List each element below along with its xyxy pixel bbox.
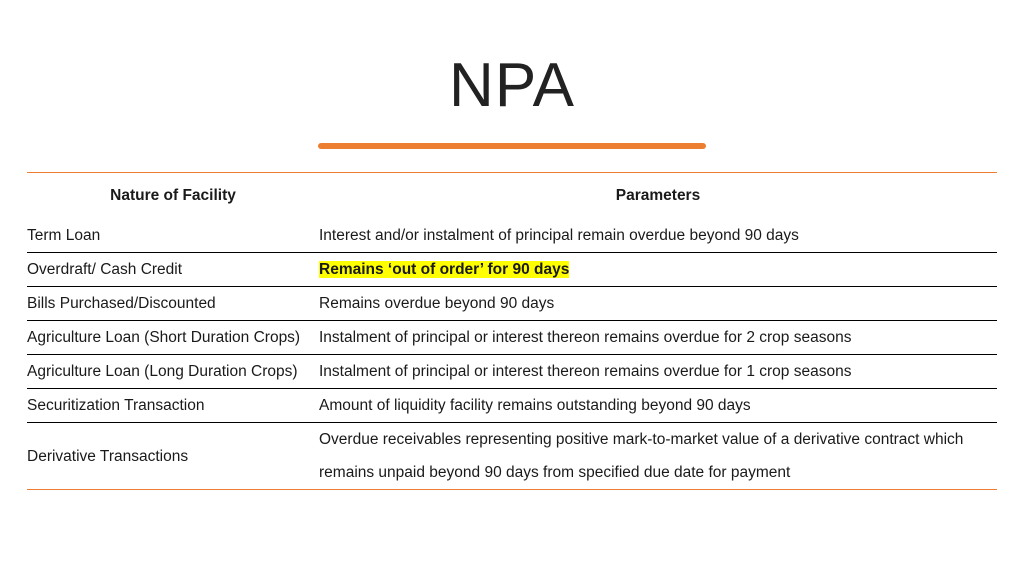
table-row bbox=[27, 253, 997, 287]
facility-cell: Derivative Transactions bbox=[27, 423, 319, 490]
facility-cell: Bills Purchased/Discounted bbox=[27, 287, 319, 321]
facility-cell: Term Loan bbox=[27, 219, 319, 253]
table-row bbox=[27, 321, 997, 355]
facility-cell: Agriculture Loan (Short Duration Crops) bbox=[27, 321, 319, 355]
parameter-cell: Amount of liquidity facility remains outstanding beyond 90 days bbox=[319, 389, 997, 423]
parameter-cell: Instalment of principal or interest thereon remains overdue for 1 crop seasons bbox=[319, 355, 997, 389]
table-row bbox=[27, 219, 997, 253]
highlighted-parameter: Remains ‘out of order’ for 90 days bbox=[319, 261, 570, 278]
slide-title: NPA bbox=[449, 51, 575, 120]
parameter-cell: Instalment of principal or interest thereon remains overdue for 2 crop seasons bbox=[319, 321, 997, 355]
header-nature-of-facility: Nature of Facility bbox=[110, 187, 236, 204]
facility-cell: Agriculture Loan (Long Duration Crops) bbox=[27, 355, 319, 389]
parameter-cell: Remains overdue beyond 90 days bbox=[319, 287, 997, 321]
npa-table-container bbox=[27, 172, 997, 490]
parameter-cell: Overdue receivables representing positive mark-to-market value of a derivative contract which remains unpaid beyond 90 days from specified due date for payment bbox=[319, 423, 997, 490]
table-row bbox=[27, 389, 997, 423]
npa-table bbox=[27, 172, 997, 490]
facility-cell: Securitization Transaction bbox=[27, 389, 319, 423]
table-row bbox=[27, 287, 997, 321]
table-header-row bbox=[27, 173, 997, 220]
header-parameters: Parameters bbox=[615, 187, 701, 204]
table-row bbox=[27, 423, 997, 490]
table-row bbox=[27, 355, 997, 389]
title-underline bbox=[318, 143, 706, 149]
parameter-cell: Interest and/or instalment of principal remain overdue beyond 90 days bbox=[319, 219, 997, 253]
parameter-cell bbox=[319, 253, 997, 287]
facility-cell: Overdraft/ Cash Credit bbox=[27, 253, 319, 287]
